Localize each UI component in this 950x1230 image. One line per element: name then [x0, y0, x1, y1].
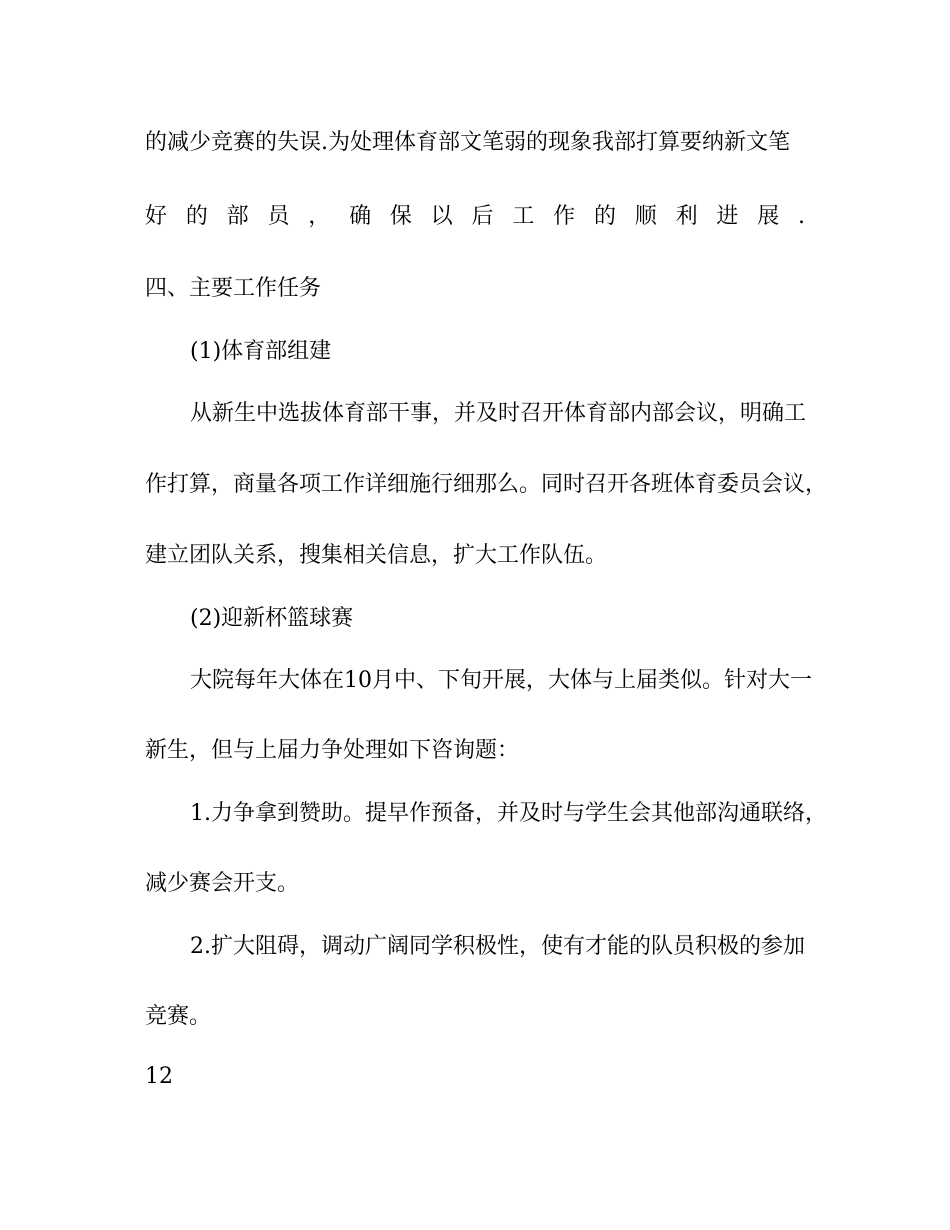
char: 利 — [675, 204, 698, 229]
char: 部 — [226, 204, 249, 229]
paragraph-line: 减少赛会开支。 — [145, 871, 300, 896]
page-number: 12 — [145, 1064, 173, 1089]
paragraph-line: 建立团队关系，搜集相关信息，扩大工作队伍。 — [145, 543, 608, 568]
char: ， — [308, 204, 331, 229]
char: 的 — [593, 204, 616, 229]
char: 作 — [553, 204, 576, 229]
paragraph-line: 竞赛。 — [145, 1004, 212, 1029]
paragraph-line-justified — [145, 202, 805, 232]
char: 保 — [389, 204, 412, 229]
subsection-heading: (1)体育部组建 — [190, 339, 332, 364]
char: 员 — [267, 204, 290, 229]
section-heading: 四、主要工作任务 — [145, 276, 322, 301]
char: 顺 — [634, 204, 657, 229]
char: 后 — [471, 204, 494, 229]
char: . — [798, 204, 805, 229]
char: 展 — [757, 204, 780, 229]
paragraph-line: 新生，但与上届力争处理如下咨询题： — [145, 738, 520, 763]
subsection-heading: (2)迎新杯篮球赛 — [190, 606, 354, 631]
paragraph-line: 大院每年大体在10月中、下旬开展，大体与上届类似。针对大一 — [190, 668, 812, 693]
paragraph-line: 的减少竞赛的失误.为处理体育部文笔弱的现象我部打算要纳新文笔 — [145, 130, 790, 155]
paragraph-line: 2.扩大阻碍，调动广阔同学积极性，使有才能的队员积极的参加 — [190, 934, 805, 959]
paragraph-line: 1.力争拿到赞助。提早作预备，并及时与学生会其他部沟通联络， — [190, 801, 827, 826]
paragraph-line: 从新生中选拔体育部干事，并及时召开体育部内部会议，明确工 — [190, 401, 807, 426]
char: 进 — [716, 204, 739, 229]
char: 以 — [430, 204, 453, 229]
char: 的 — [185, 204, 208, 229]
paragraph-line: 作打算，商量各项工作详细施行细那么。同时召开各班体育委员会议， — [145, 472, 828, 497]
char: 确 — [349, 204, 372, 229]
char: 好 — [145, 204, 168, 229]
char: 工 — [512, 204, 535, 229]
